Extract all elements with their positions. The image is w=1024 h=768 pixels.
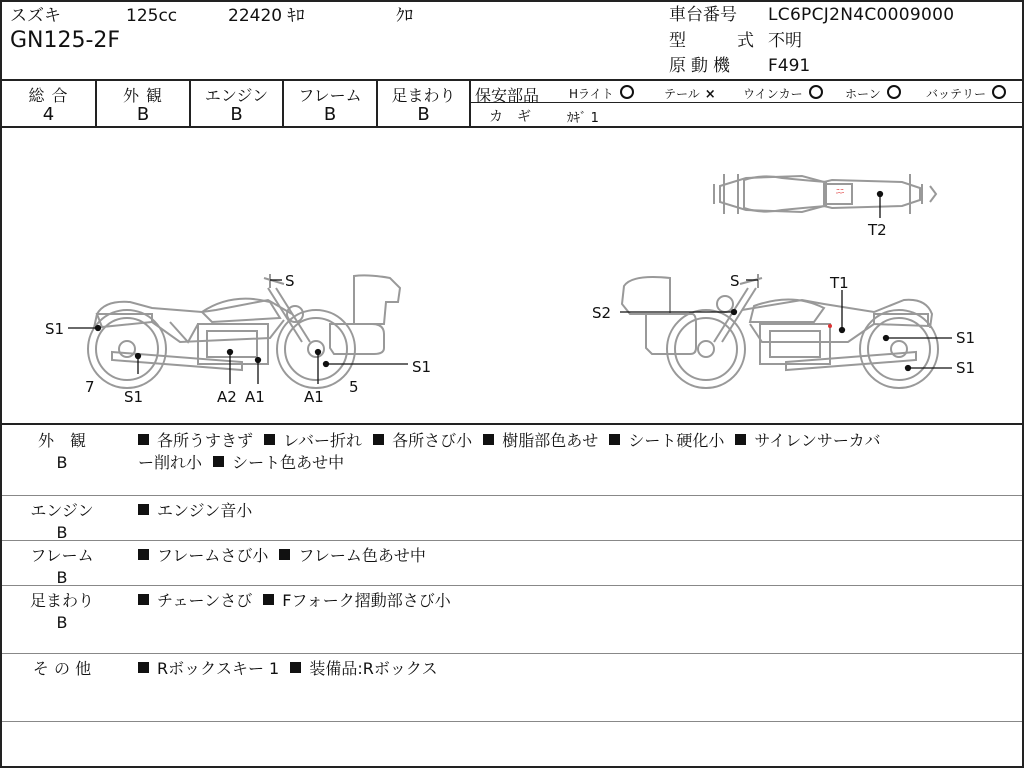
grade-exterior-label: 外 観 [122,86,164,105]
bullet-icon [138,594,149,605]
mileage: 22420 ｷﾛ [228,6,305,26]
bullet-icon [138,549,149,560]
grade-engine-value: B [230,104,243,125]
type-label-b: 式 [737,31,754,51]
grade-frame-value: B [323,104,337,125]
note-item: シート硬化小 [628,431,725,450]
circle-mark-icon [620,85,634,99]
note-category-label: 外 観 [37,431,86,450]
bullet-icon [263,594,274,605]
note-category-grade: B [56,453,68,472]
grade-total-label: 総 合 [28,86,69,105]
bullet-icon [138,434,149,445]
bullet-icon [138,662,149,673]
grade-exterior [97,81,191,126]
label-left-s1-bottom: S1 [124,388,144,406]
note-frame-body [138,545,1012,567]
motorcycle-diagram [2,128,1022,423]
battery-label: バッテリー [926,87,987,101]
damage-diagram [2,128,1022,425]
note-item: レバー折れ [283,431,362,450]
grade-frame-label: フレーム [298,86,362,105]
note-item: シート色あせ中 [232,453,345,472]
note-engine-category [12,500,112,544]
note-item: ー削れ小 [138,453,203,472]
safety-parts [471,81,1022,126]
key-label: カギ [489,109,545,125]
body-color: ｸﾛ [396,6,413,26]
note-category-label: 足まわり [29,591,94,610]
grade-exterior-value: B [136,104,150,125]
circle-mark-icon [887,85,901,99]
bullet-icon [290,662,301,673]
label-left-7: 7 [85,378,95,396]
note-category-label: エンジン [30,501,94,520]
type-value: 不明 [768,31,802,51]
label-right-t1: T1 [830,274,849,292]
model-name: GN125-2F [10,28,121,53]
note-suspension [2,586,1022,654]
winker-label: ウインカー [743,87,803,101]
label-left-a1a: A1 [245,388,265,406]
note-exterior-body [138,430,1012,474]
label-left-5: 5 [349,378,359,396]
grade-engine [191,81,284,126]
note-item: エンジン音小 [157,501,253,520]
maker-name: スズキ [10,6,61,26]
label-right-s1a: S1 [956,329,976,347]
note-category-label: そ の 他 [32,659,92,678]
note-item: 各所うすきず [157,431,254,450]
note-item: 装備品:Rボックス [309,659,438,678]
note-frame-category [12,545,112,589]
note-engine [2,496,1022,541]
label-left-s1-front: S1 [45,320,65,338]
right-side-bike-icon [622,274,938,388]
grade-total [2,81,97,126]
left-side-bike-icon [88,274,400,388]
grade-frame [284,81,378,126]
grade-suspension-label: 足まわり [391,86,456,105]
note-category-grade: B [56,568,68,587]
headlight-label: Hライト [569,87,614,101]
safety-label: 保安部品 [475,86,540,105]
bullet-icon [373,434,384,445]
grade-row [2,81,1022,128]
engine-number-label: 原動機 [669,56,735,76]
tail-item [664,85,716,102]
bullet-icon [735,434,746,445]
note-engine-body [138,500,1012,522]
note-frame [2,541,1022,586]
vehicle-header [2,2,1022,81]
engine-number: F491 [768,56,811,76]
bullet-icon [483,434,494,445]
frame-number-label: 車台番号 [669,5,737,25]
bullet-icon [264,434,275,445]
winker-item [743,85,823,102]
note-item: チェーンさび [157,591,253,610]
top-view-bike-icon [714,174,936,214]
key-value: ｶｷﾞ 1 [567,111,599,126]
tail-label: テール [664,87,700,101]
headlight-item [569,85,634,102]
note-other-body [138,658,1012,680]
note-exterior [2,426,1022,496]
circle-mark-icon [809,85,823,99]
note-category-grade: B [56,523,68,542]
note-item: Rボックスキー 1 [157,659,280,678]
note-category-label: フレーム [30,546,94,565]
label-left-a2: A2 [217,388,237,406]
note-suspension-category [12,590,112,634]
frame-damage-mark [828,324,832,328]
note-exterior-category [12,430,112,474]
horn-label: ホーン [845,87,881,101]
battery-item [926,85,1006,102]
safety-parts-row [471,81,1022,103]
cross-mark-icon: × [704,87,716,102]
label-right-s2: S2 [592,304,612,322]
bullet-icon [138,504,149,515]
label-left-a1b: A1 [304,388,324,406]
frame-number: LC6PCJ2N4C0009000 [768,5,955,25]
note-suspension-body [138,590,1012,612]
label-right-s1b: S1 [956,359,976,377]
circle-mark-icon [992,85,1006,99]
displacement: 125cc [126,6,178,26]
label-right-s: S [730,272,740,290]
grade-suspension-value: B [417,104,430,125]
label-left-s1-right: S1 [412,358,432,376]
note-item: サイレンサーカバ [754,431,881,450]
note-item: Fフォーク摺動部さび小 [282,591,451,610]
label-left-s: S [285,272,295,290]
type-label-a: 型 [669,31,686,51]
note-item: フレーム色あせ中 [298,546,426,565]
grade-total-value: 4 [42,104,55,125]
bullet-icon [609,434,620,445]
note-category-grade: B [56,613,68,632]
label-top-t2: T2 [868,221,887,239]
note-item: 各所さび小 [392,431,473,450]
horn-item [845,85,901,102]
note-item: フレームさび小 [157,546,269,565]
note-other [2,654,1022,722]
grade-suspension [378,81,471,126]
note-other-category [12,658,112,680]
top-damage-mark: ﾆﾆ [836,187,844,196]
note-item: 樹脂部色あせ [502,431,599,450]
bullet-icon [279,549,290,560]
grade-engine-label: エンジン [204,86,269,105]
bullet-icon [213,456,224,467]
